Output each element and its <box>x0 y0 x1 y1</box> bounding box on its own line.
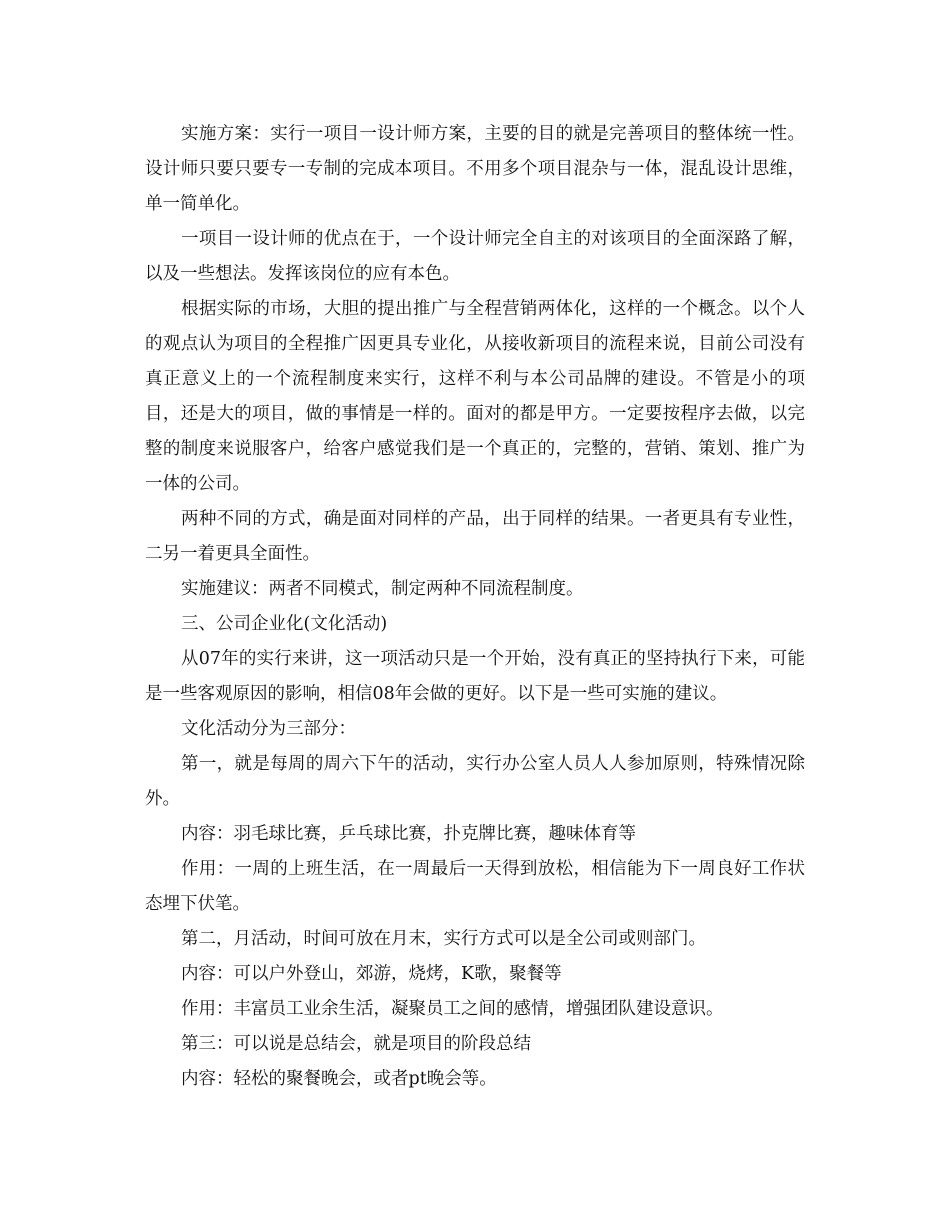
paragraph-monthly-content: 内容：可以户外登山，郊游，烧烤，K歌，聚餐等 <box>181 964 562 984</box>
paragraph-culture-three-parts: 文化活动分为三部分： <box>181 719 356 739</box>
paragraph-weekly-content: 内容：羽毛球比赛，乒乓球比赛，扑克牌比赛，趣味体育等 <box>181 824 636 844</box>
section-heading-company-culture: 三、公司企业化(文化活动) <box>181 614 388 634</box>
paragraph-implementation-suggestion: 实施建议：两者不同模式，制定两种不同流程制度。 <box>181 579 584 599</box>
paragraph-two-methods: 两种不同的方式，确是面对同样的产品，出于同样的结果。一者更具有专业性，二另一着更具全面性。 <box>145 509 805 564</box>
paragraph-weekly-effect: 作用：一周的上班生活，在一周最后一天得到放松，相信能为下一周良好工作状态埋下伏笔。 <box>145 859 805 914</box>
paragraph-monthly-activity: 第二，月活动，时间可放在月末，实行方式可以是全公司或则部门。 <box>181 929 706 949</box>
paragraph-summary-content: 内容：轻松的聚餐晚会，或者pt晚会等。 <box>181 1069 497 1089</box>
paragraph-monthly-effect: 作用：丰富员工业余生活，凝聚员工之间的感情，增强团队建设意识。 <box>181 999 724 1019</box>
paragraph-culture-intro: 从07年的实行来讲，这一项活动只是一个开始，没有真正的坚持执行下来，可能是一些客观原因的影响，相信08年会做的更好。以下是一些可实施的建议。 <box>145 649 805 704</box>
paragraph-implementation-plan: 实施方案：实行一项目一设计师方案，主要的目的就是完善项目的整体统一性。设计师只要只要专一专制的完成本项目。不用多个项目混杂与一体，混乱设计思维，单一简单化。 <box>145 124 805 214</box>
paragraph-market-promotion: 根据实际的市场，大胆的提出推广与全程营销两体化，这样的一个概念。以个人的观点认为项目的全程推广因更具专业化，从接收新项目的流程来说，目前公司没有真正意义上的一个流程制度来实行，这样不利与本公司品牌的建设。不管是小的项目，还是大的项目，做的事情是一样的。面对的都是甲方。一定要按程序去做，以完整的制度来说服客户，给客户感觉我们是一个真正的，完整的，营销、策划、推广为一体的公司。 <box>145 299 805 494</box>
paragraph-designer-advantage: 一项目一设计师的优点在于，一个设计师完全自主的对该项目的全面深路了解，以及一些想法。发挥该岗位的应有本色。 <box>145 229 805 284</box>
paragraph-weekly-activity: 第一，就是每周的周六下午的活动，实行办公室人员人人参加原则，特殊情况除外。 <box>145 754 805 809</box>
paragraph-summary-meeting: 第三：可以说是总结会，就是项目的阶段总结 <box>181 1034 531 1054</box>
document-body <box>145 117 805 1097</box>
